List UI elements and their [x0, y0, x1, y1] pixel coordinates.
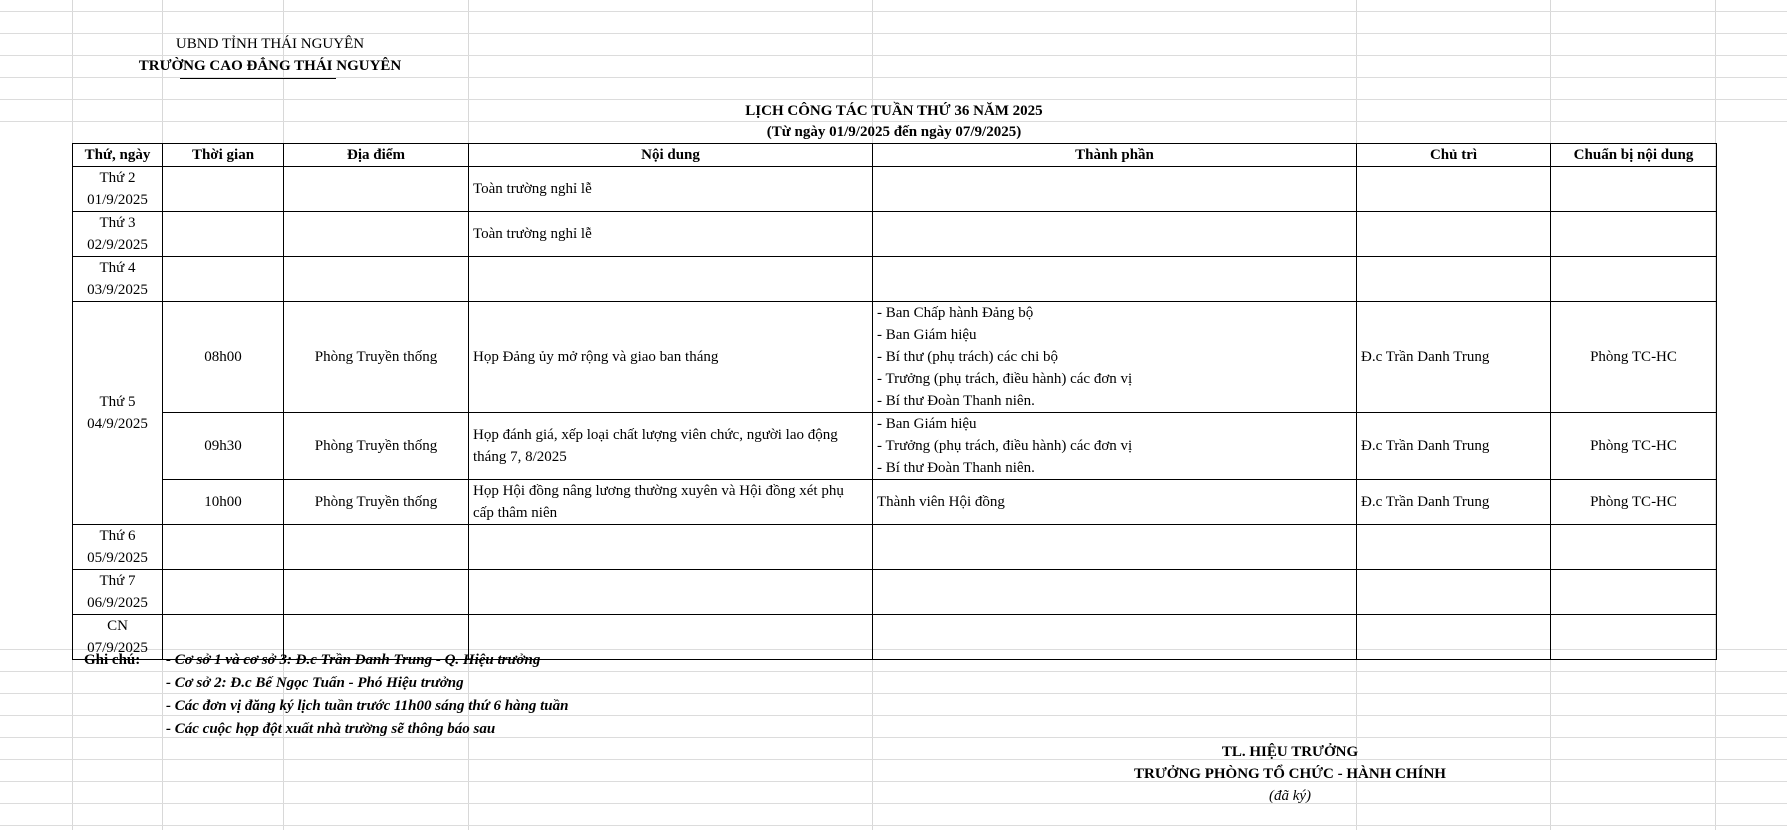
day-cell: [73, 257, 163, 302]
prepare-cell: Phòng TC-HC: [1551, 302, 1717, 413]
day-cell: [73, 212, 163, 257]
day-name: Thứ 3: [99, 215, 136, 231]
column-header: Chuẩn bị nội dung: [1551, 144, 1717, 167]
table-row: [73, 257, 1717, 302]
column-header: Thời gian: [163, 144, 284, 167]
participant-item: - Ban Chấp hành Đảng bộ: [877, 305, 1034, 321]
table-row: [73, 480, 1717, 525]
day-date: 07/9/2025: [87, 640, 148, 656]
participants-cell: [873, 302, 1357, 413]
note-item: - Các đơn vị đăng ký lịch tuần trước 11h00 sáng thứ 6 hàng tuần: [166, 698, 569, 714]
day-name: Thứ 4: [99, 260, 136, 276]
participant-item: - Bí thư Đoàn Thanh niên.: [877, 460, 1035, 476]
school-name-underline: [180, 78, 336, 79]
column-header: Nội dung: [469, 144, 873, 167]
column-header: Thứ, ngày: [73, 144, 163, 167]
day-date: 05/9/2025: [87, 550, 148, 566]
column-header: Địa điểm: [284, 144, 469, 167]
day-cell: [73, 302, 163, 525]
place-cell: Phòng Truyền thống: [284, 480, 469, 525]
schedule-title: LỊCH CÔNG TÁC TUẦN THỨ 36 NĂM 2025: [745, 103, 1043, 119]
table-row: [73, 525, 1717, 570]
content-cell: Toàn trường nghỉ lễ: [469, 167, 873, 212]
prepare-cell: Phòng TC-HC: [1551, 413, 1717, 480]
chair-cell: Đ.c Trần Danh Trung: [1357, 413, 1551, 480]
day-cell: [73, 167, 163, 212]
authority-name: UBND TỈNH THÁI NGUYÊN: [175, 36, 365, 52]
day-date: 04/9/2025: [87, 416, 148, 432]
day-date: 03/9/2025: [87, 282, 148, 298]
day-cell: [73, 525, 163, 570]
chair-cell: Đ.c Trần Danh Trung: [1357, 302, 1551, 413]
participant-item: Thành viên Hội đồng: [877, 494, 1005, 510]
participant-item: - Bí thư (phụ trách) các chi bộ: [877, 349, 1058, 365]
time-cell: 10h00: [163, 480, 284, 525]
table-row: [73, 302, 1717, 413]
day-date: 02/9/2025: [87, 237, 148, 253]
notes-label: Ghi chú:: [84, 652, 141, 668]
prepare-cell: Phòng TC-HC: [1551, 480, 1717, 525]
participants-cell: [873, 480, 1357, 525]
content-cell: Họp đánh giá, xếp loại chất lượng viên chức, người lao động tháng 7, 8/2025: [469, 413, 873, 480]
participant-item: - Ban Giám hiệu: [877, 416, 977, 432]
day-name: Thứ 5: [99, 394, 136, 410]
schedule-table: [72, 143, 1717, 660]
note-item: - Cơ sở 1 và cơ sở 3: Đ.c Trần Danh Trung - Q. Hiệu trưởng: [166, 652, 541, 668]
time-cell: 09h30: [163, 413, 284, 480]
content-cell: Họp Đảng ủy mở rộng và giao ban tháng: [469, 302, 873, 413]
note-item: - Cơ sở 2: Đ.c Bế Ngọc Tuấn - Phó Hiệu trưởng: [166, 675, 464, 691]
day-name: Thứ 6: [99, 528, 136, 544]
day-name: Thứ 7: [99, 573, 136, 589]
day-cell: [73, 570, 163, 615]
school-name: TRƯỜNG CAO ĐẲNG THÁI NGUYÊN: [138, 58, 402, 74]
table-row: [73, 167, 1717, 212]
place-cell: Phòng Truyền thống: [284, 302, 469, 413]
signature-title: TL. HIỆU TRƯỞNG: [1221, 744, 1359, 760]
content-cell: Toàn trường nghỉ lễ: [469, 212, 873, 257]
table-header-row: [73, 144, 1717, 167]
day-date: 06/9/2025: [87, 595, 148, 611]
table-row: [73, 413, 1717, 480]
day-date: 01/9/2025: [87, 192, 148, 208]
participant-item: - Trưởng (phụ trách, điều hành) các đơn vị: [877, 438, 1133, 454]
content-cell: Họp Hội đồng nâng lương thường xuyên và Hội đồng xét phụ cấp thâm niên: [469, 480, 873, 525]
schedule-subtitle: (Từ ngày 01/9/2025 đến ngày 07/9/2025): [766, 124, 1022, 140]
participant-item: - Bí thư Đoàn Thanh niên.: [877, 393, 1035, 409]
participants-cell: [873, 413, 1357, 480]
column-header: Thành phần: [873, 144, 1357, 167]
note-item: - Các cuộc họp đột xuất nhà trường sẽ thông báo sau: [166, 721, 496, 737]
chair-cell: Đ.c Trần Danh Trung: [1357, 480, 1551, 525]
table-row: [73, 212, 1717, 257]
participant-item: - Ban Giám hiệu: [877, 327, 977, 343]
signature-status: (đã ký): [1268, 788, 1312, 804]
table-row: [73, 570, 1717, 615]
participant-item: - Trưởng (phụ trách, điều hành) các đơn vị: [877, 371, 1133, 387]
time-cell: 08h00: [163, 302, 284, 413]
day-name: CN: [107, 618, 128, 634]
day-name: Thứ 2: [99, 170, 136, 186]
signature-position: TRƯỞNG PHÒNG TỔ CHỨC - HÀNH CHÍNH: [1134, 766, 1446, 782]
column-header: Chủ trì: [1357, 144, 1551, 167]
place-cell: Phòng Truyền thống: [284, 413, 469, 480]
